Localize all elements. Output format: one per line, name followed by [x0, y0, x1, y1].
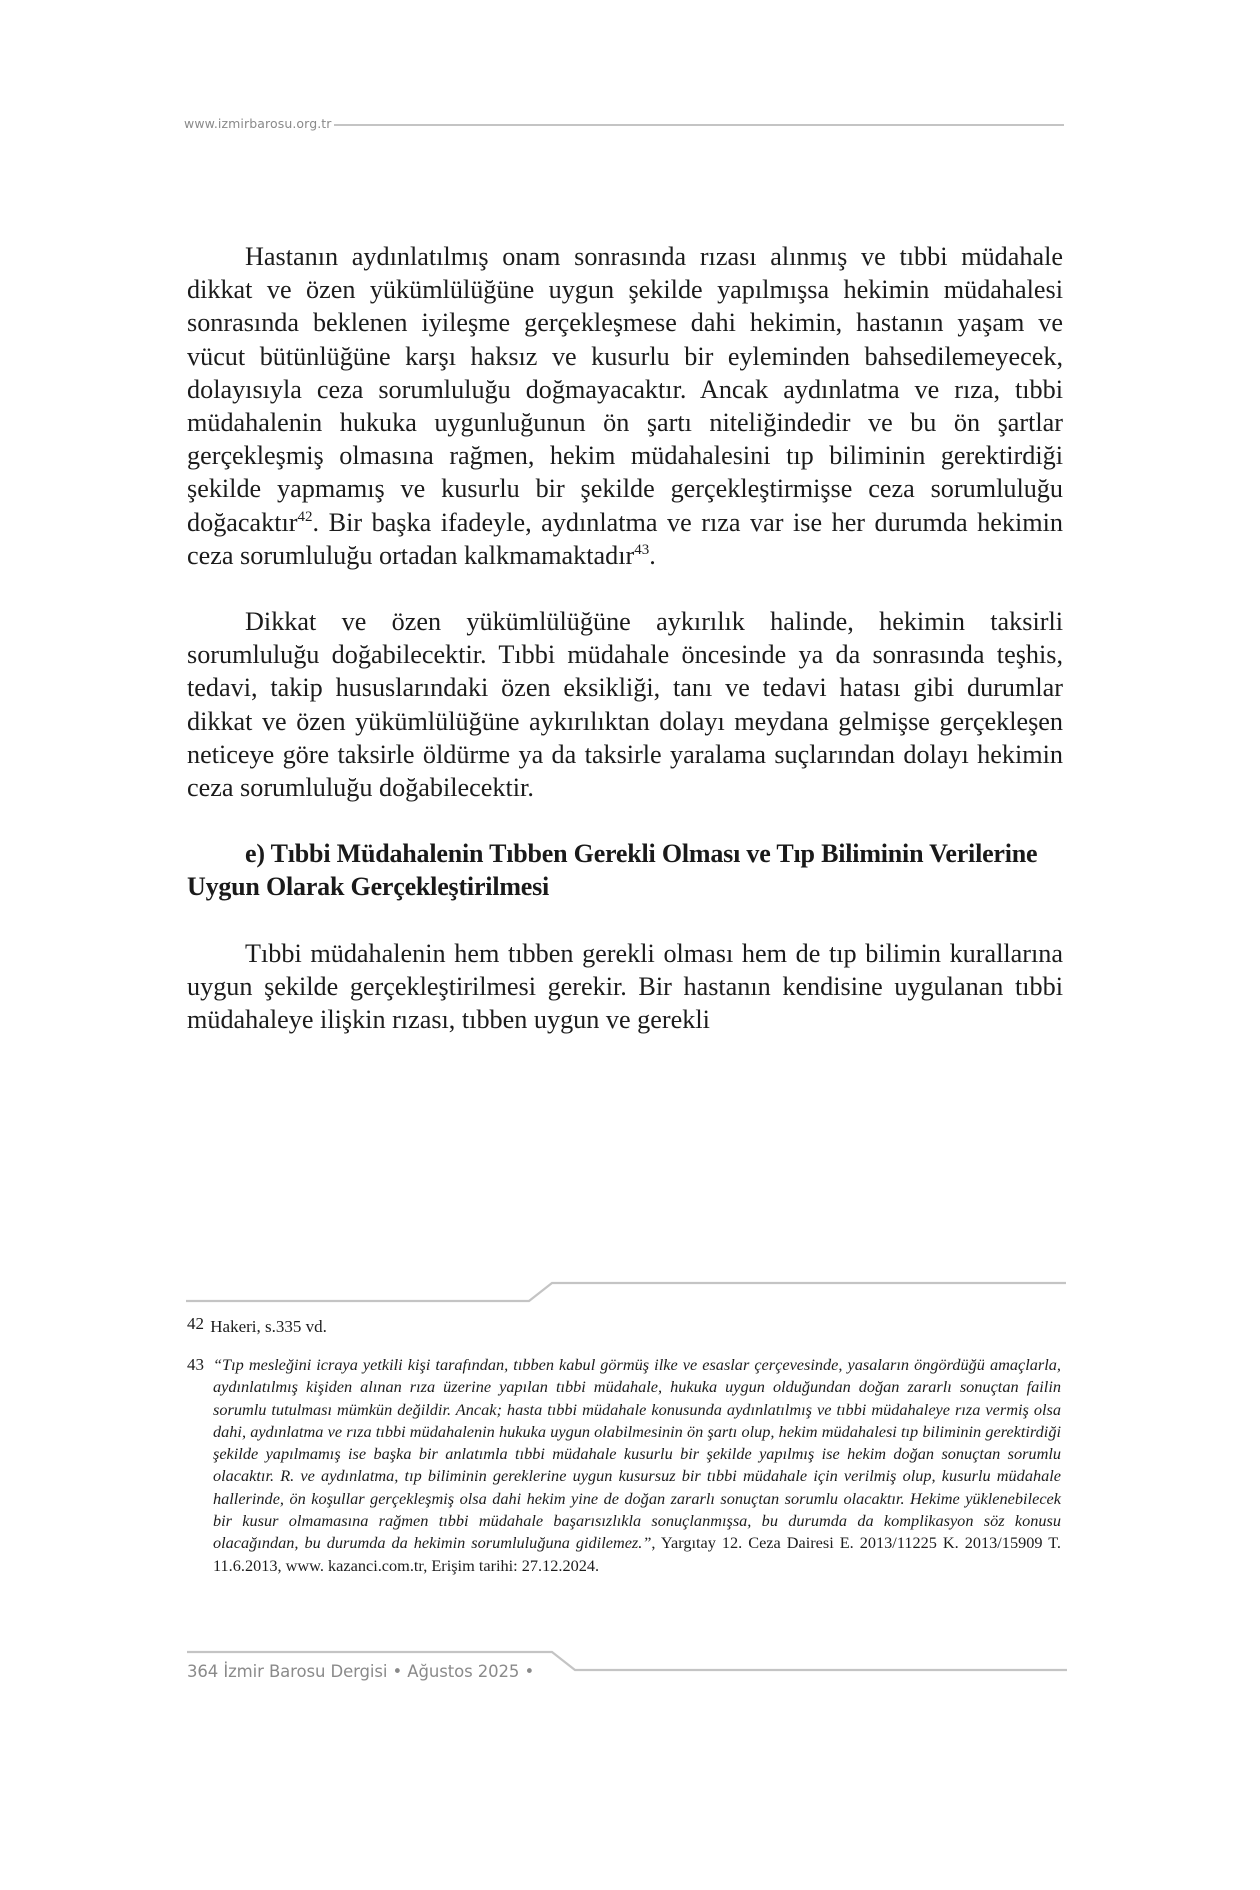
footnote-text: [213, 1354, 1061, 1577]
page-header: [184, 113, 1064, 133]
footer-text: 364 İzmir Barosu Dergisi • Ağustos 2025 •: [187, 1662, 535, 1681]
footnote-quote: “Tıp mesleğini icraya yetkili kişi tarafından, tıbben kabul görmüş ilke ve esaslar çerçevesinde, yasaların öngördüğü amaçlarla, aydınlatılmış kişiden alınan rıza üzerine yapılan tıbbi müdahale, hukuka uygun olduğundan doğan zararlı sonuçtan failin sorumlu tutulması mümkün değildir. Ancak; hasta tıbbi müdahale konusunda aydınlatılmış ve tıbbi müdahaleye rıza vermiş olsa dahi, aydınlatma ve rıza tıbbi müdahalenin hukuka uygun olabilmesinin ön şartı olup, hekim müdahalesi tıp biliminin gerektirdiği şekilde yapılmamış ise başka bir anlatımla tıbbi müdahale kusurlu bir şekilde yapılmış ise hekim doğan sonuçtan sorumlu olacaktır. R. ve aydınlatma, tıp biliminin gereklerine uygun kusursuz bir tıbbi müdahale için verilmiş olup, kusurlu müdahale hallerinde, ön koşullar gerçekleşmiş olsa dahi hekim yine de doğan zararlı sonuçtan sorumlu olacaktır. Hekime yüklenebilecek bir kusur olmamasına rağmen tıbbi müdahale başarısızlıkla sonuçlanmışsa, bu durumda da komplikasyon söz konusu olacağından, bu durumda da hekimin sorumluluğuna gidilemez.”: [213, 1355, 1061, 1553]
paragraph: Tıbbi müdahalenin hem tıbben gerekli olması hem de tıp bilimin kurallarına uygun şekilde gerçekleştirilmesi gerekir. Bir hastanın kendisine uygulanan tıbbi müdahaleye ilişkin rızası, tıbben uygun ve gerekli: [187, 938, 1063, 1035]
footnote-ref[interactable]: 42: [297, 508, 313, 525]
paragraph-text: Hastanın aydınlatılmış onam sonrasında rızası alınmış ve tıbbi müdahale dikkat ve özen yükümlülüğüne uygun şekilde yapılmışsa hekimin müdahalesi sonrasında beklenen iyileşme gerçekleşmese dahi hekimin, hastanın yaşam ve vücut bütünlüğüne karşı haksız ve kusurlu bir eyleminden bahsedilemeyecek, dolayısıyla ceza sorumluluğu doğmayacaktır. Ancak aydınlatma ve rıza, tıbbi müdahalenin hukuka uygunluğunun ön şartı niteliğindedir ve bu ön şartlar gerçekleşmiş olmasına rağmen, hekim müdahalesini tıp biliminin gerektirdiği şekilde yapmamış ve kusurlu bir şekilde gerçekleştirmişse ceza sorumluluğu doğacaktır: [187, 242, 1063, 537]
footnote-text: Hakeri, s.335 vd.: [210, 1317, 327, 1336]
page-footer: [187, 1650, 1067, 1684]
footnote-item: [187, 1313, 1061, 1338]
footnote-citation: , Yargıtay 12. Ceza Dairesi E. 2013/11225 K. 2013/15909 T. 11.6.2013, www. kazanci.com.tr, Erişim tarihi: 27.12.2024.: [213, 1533, 1061, 1575]
paragraph: [187, 240, 1063, 572]
section-heading: e) Tıbbi Müdahalenin Tıbben Gerekli Olması ve Tıp Biliminin Verilerine Uygun Olarak Gerçekleştirilmesi: [187, 839, 1038, 902]
paragraph-text: .: [649, 540, 656, 570]
footnote-item: [187, 1354, 1061, 1577]
paragraph: Dikkat ve özen yükümlülüğüne aykırılık halinde, hekimin taksirli sorumluluğu doğabilecektir. Tıbbi müdahale öncesinde ya da sonrasında teşhis, tedavi, takip hususlarındaki özen eksikliği, tanı ve tedavi hatası gibi durumlar dikkat ve özen yükümlülüğüne aykırılıktan dolayı meydana gelmişse gerçekleşen neticeye göre taksirle öldürme ya da taksirle yaralama suçlarından dolayı hekimin ceza sorumluluğu doğabilecektir.: [187, 607, 1063, 803]
header-rule: [334, 124, 1064, 126]
body-text: [187, 240, 1063, 1036]
footnote-number: 42: [187, 1314, 204, 1333]
header-website[interactable]: www.izmirbarosu.org.tr: [184, 115, 332, 131]
paragraph-text: . Bir başka ifadeyle, aydınlatma ve rıza var ise her durumda hekimin ceza sorumluluğu ortadan kalkmamaktadır: [187, 507, 1063, 570]
footnote-number: 43: [187, 1355, 204, 1374]
footnote-ref[interactable]: 43: [634, 541, 650, 558]
footnotes: [187, 1313, 1061, 1577]
footnote-separator: [186, 1280, 1066, 1304]
